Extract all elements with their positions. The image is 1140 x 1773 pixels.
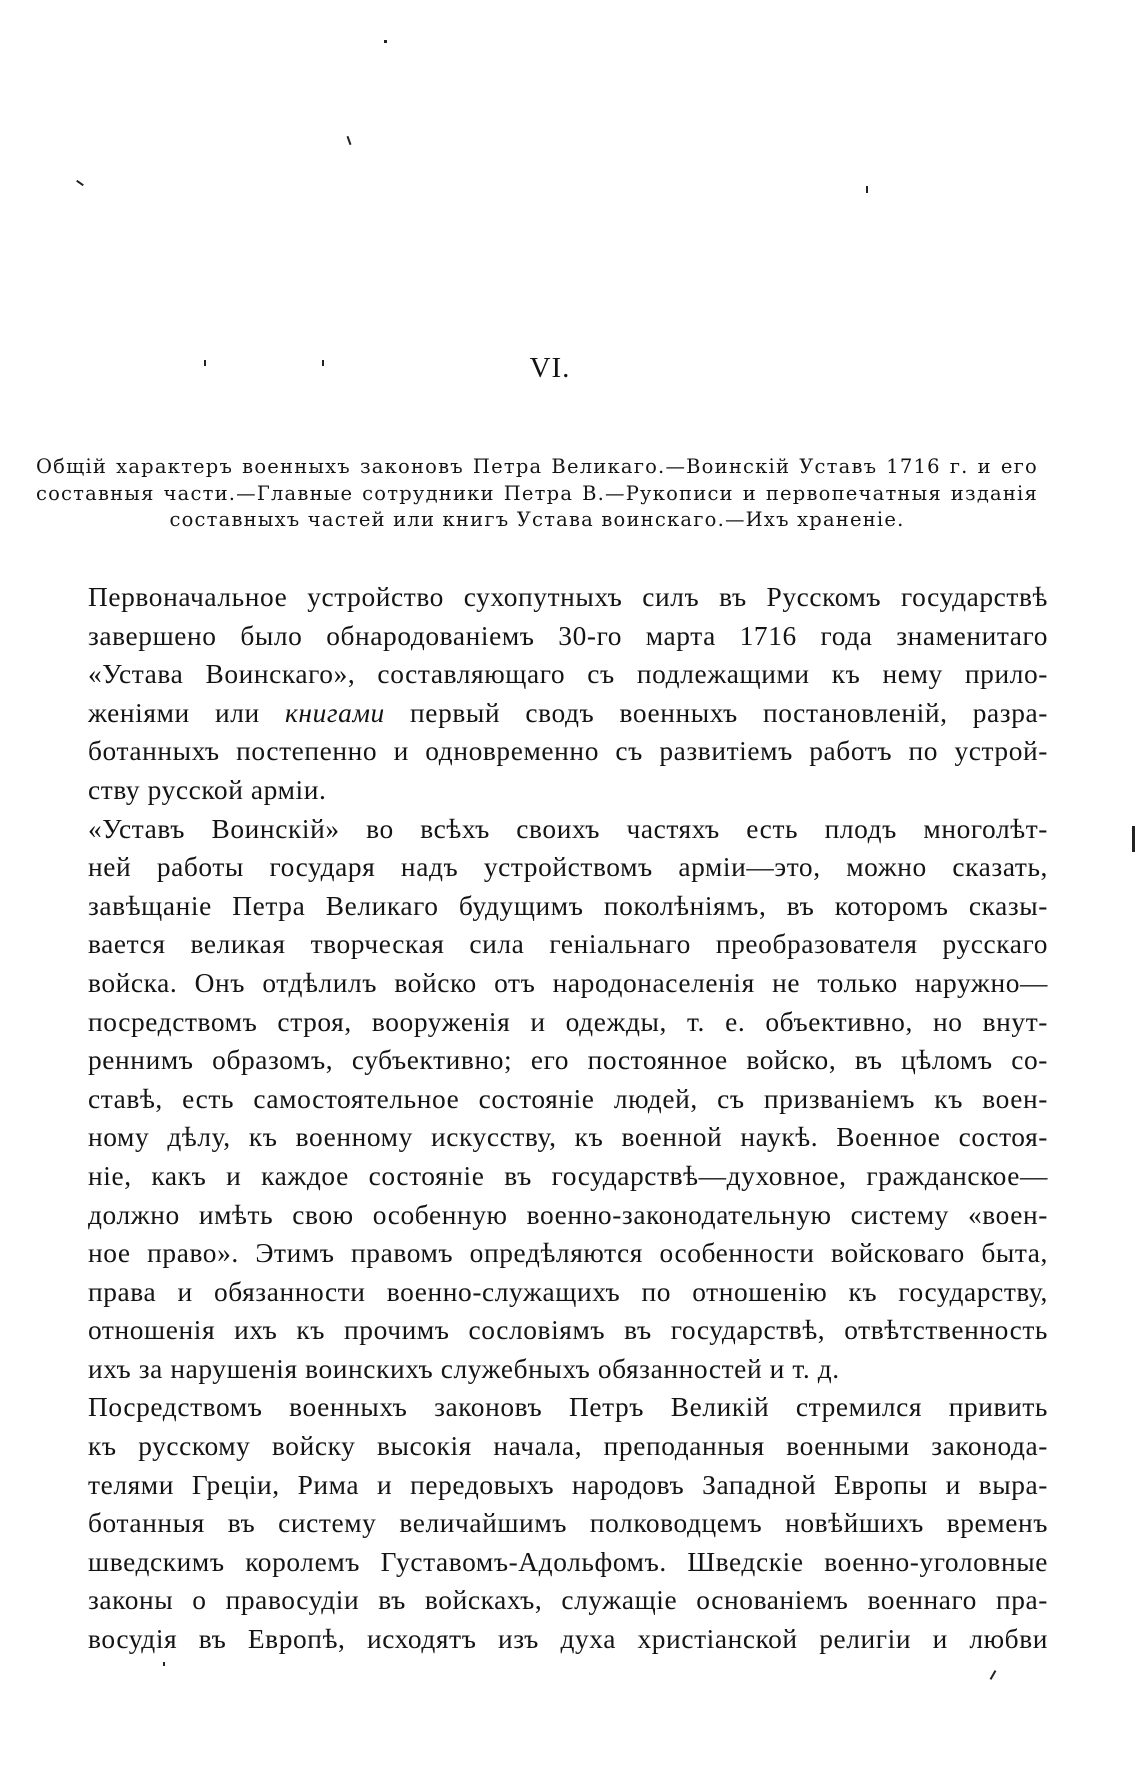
text-line: должно имѣть свою особенную военно-законодательную систему «воен- [88, 1199, 1048, 1230]
text-line: восудія въ Европѣ, исходятъ изъ духа христіанской религіи и любви [88, 1624, 1048, 1655]
text-line: Посредствомъ военныхъ законовъ Петръ Великій стремился привить [88, 1392, 1048, 1423]
text-line: реннимъ образомъ, субъективно; его постоянное войско, въ цѣломъ со- [88, 1045, 1048, 1076]
text-line: ботанныхъ постепенно и одновременно съ развитіемъ работъ по устрой- [88, 736, 1048, 767]
scan-speck [990, 1670, 997, 1680]
text-line: «Уставъ Воинскій» во всѣхъ своихъ частяхъ есть плодъ многолѣт- [88, 813, 1048, 844]
scan-speck [1132, 826, 1135, 852]
text-line: права и обязанности военно-служащихъ по отношенію къ государству, [88, 1276, 1048, 1307]
text-line: завершено было обнародованіемъ 30-го марта 1716 года знаменитаго [88, 620, 1048, 651]
text-line: ихъ за нарушенія воинскихъ служебныхъ обязанностей и т. д. [88, 1353, 840, 1384]
paragraph [38, 810, 1048, 1389]
text-line: телями Греціи, Рима и передовыхъ народовъ Западной Европы и выра- [88, 1469, 1048, 1500]
text-line: ставѣ, есть самостоятельное состояніе людей, съ призваніемъ къ воен- [88, 1083, 1048, 1114]
text-line: посредствомъ строя, вооруженія и одежды, т. е. объективно, но внут- [88, 1006, 1048, 1037]
body-text [38, 578, 1048, 1659]
chapter-number: VI. [529, 352, 571, 384]
scan-speck [347, 136, 352, 145]
text-line [38, 694, 1048, 733]
paragraph [38, 578, 1048, 810]
scan-speck [866, 186, 868, 193]
text-line: ному дѣлу, къ военному искусству, къ военной наукѣ. Военное состоя- [88, 1122, 1048, 1153]
text-line: ботанныя въ систему величайшимъ полководцемъ новѣйшихъ временъ [88, 1508, 1048, 1539]
text-segment: первый сводъ военныхъ постановленій, разра- [384, 697, 1048, 728]
chapter-summary: Общій характеръ военныхъ законовъ Петра Великаго.—Воинскій Уставъ 1716 г. и его составныя части.—Главные сотрудники Петра В.—Рукописи и первопечатныя изданія составныхъ частей или книгъ Устава воинскаго.—Ихъ храненіе. [36, 455, 1038, 531]
text-line: ніе, какъ и каждое состояніе въ государствѣ—духовное, гражданское— [88, 1160, 1048, 1191]
text-line: къ русскому войску высокія начала, преподанныя военными законода- [88, 1431, 1048, 1462]
text-line: войска. Онъ отдѣлилъ войско отъ народонаселенія не только наружно— [88, 967, 1048, 998]
text-line: ное право». Этимъ правомъ опредѣляются особенности войсковаго быта, [88, 1238, 1048, 1269]
text-line: ней работы государя надъ устройствомъ арміи—это, можно сказать, [88, 852, 1048, 883]
scan-speck [384, 40, 387, 43]
text-segment: женіями или [88, 697, 285, 728]
text-line: шведскимъ королемъ Густавомъ-Адольфомъ. Шведскіе военно-уголовные [88, 1546, 1048, 1577]
text-line: Первоначальное устройство сухопутныхъ силъ въ Русскомъ государствѣ [88, 582, 1048, 612]
text-line: отношенія ихъ къ прочимъ сословіямъ въ государствѣ, отвѣтственность [88, 1315, 1048, 1346]
text-line: завѣщаніе Петра Великаго будущимъ поколѣніямъ, въ которомъ сказы- [88, 890, 1048, 921]
scan-speck [76, 180, 84, 186]
scan-speck [163, 1662, 165, 1666]
text-line: ству русской арміи. [88, 774, 327, 805]
text-line: вается великая творческая сила геніальнаго преобразователя русскаго [88, 929, 1048, 960]
text-line: «Устава Воинскаго», составляющаго съ подлежащими къ нему прило- [88, 659, 1048, 690]
italic-word: книгами [284, 697, 385, 728]
text-line: законы о правосудіи въ войскахъ, служащіе основаніемъ военнаго пра- [88, 1585, 1048, 1616]
paragraph [38, 1388, 1048, 1658]
